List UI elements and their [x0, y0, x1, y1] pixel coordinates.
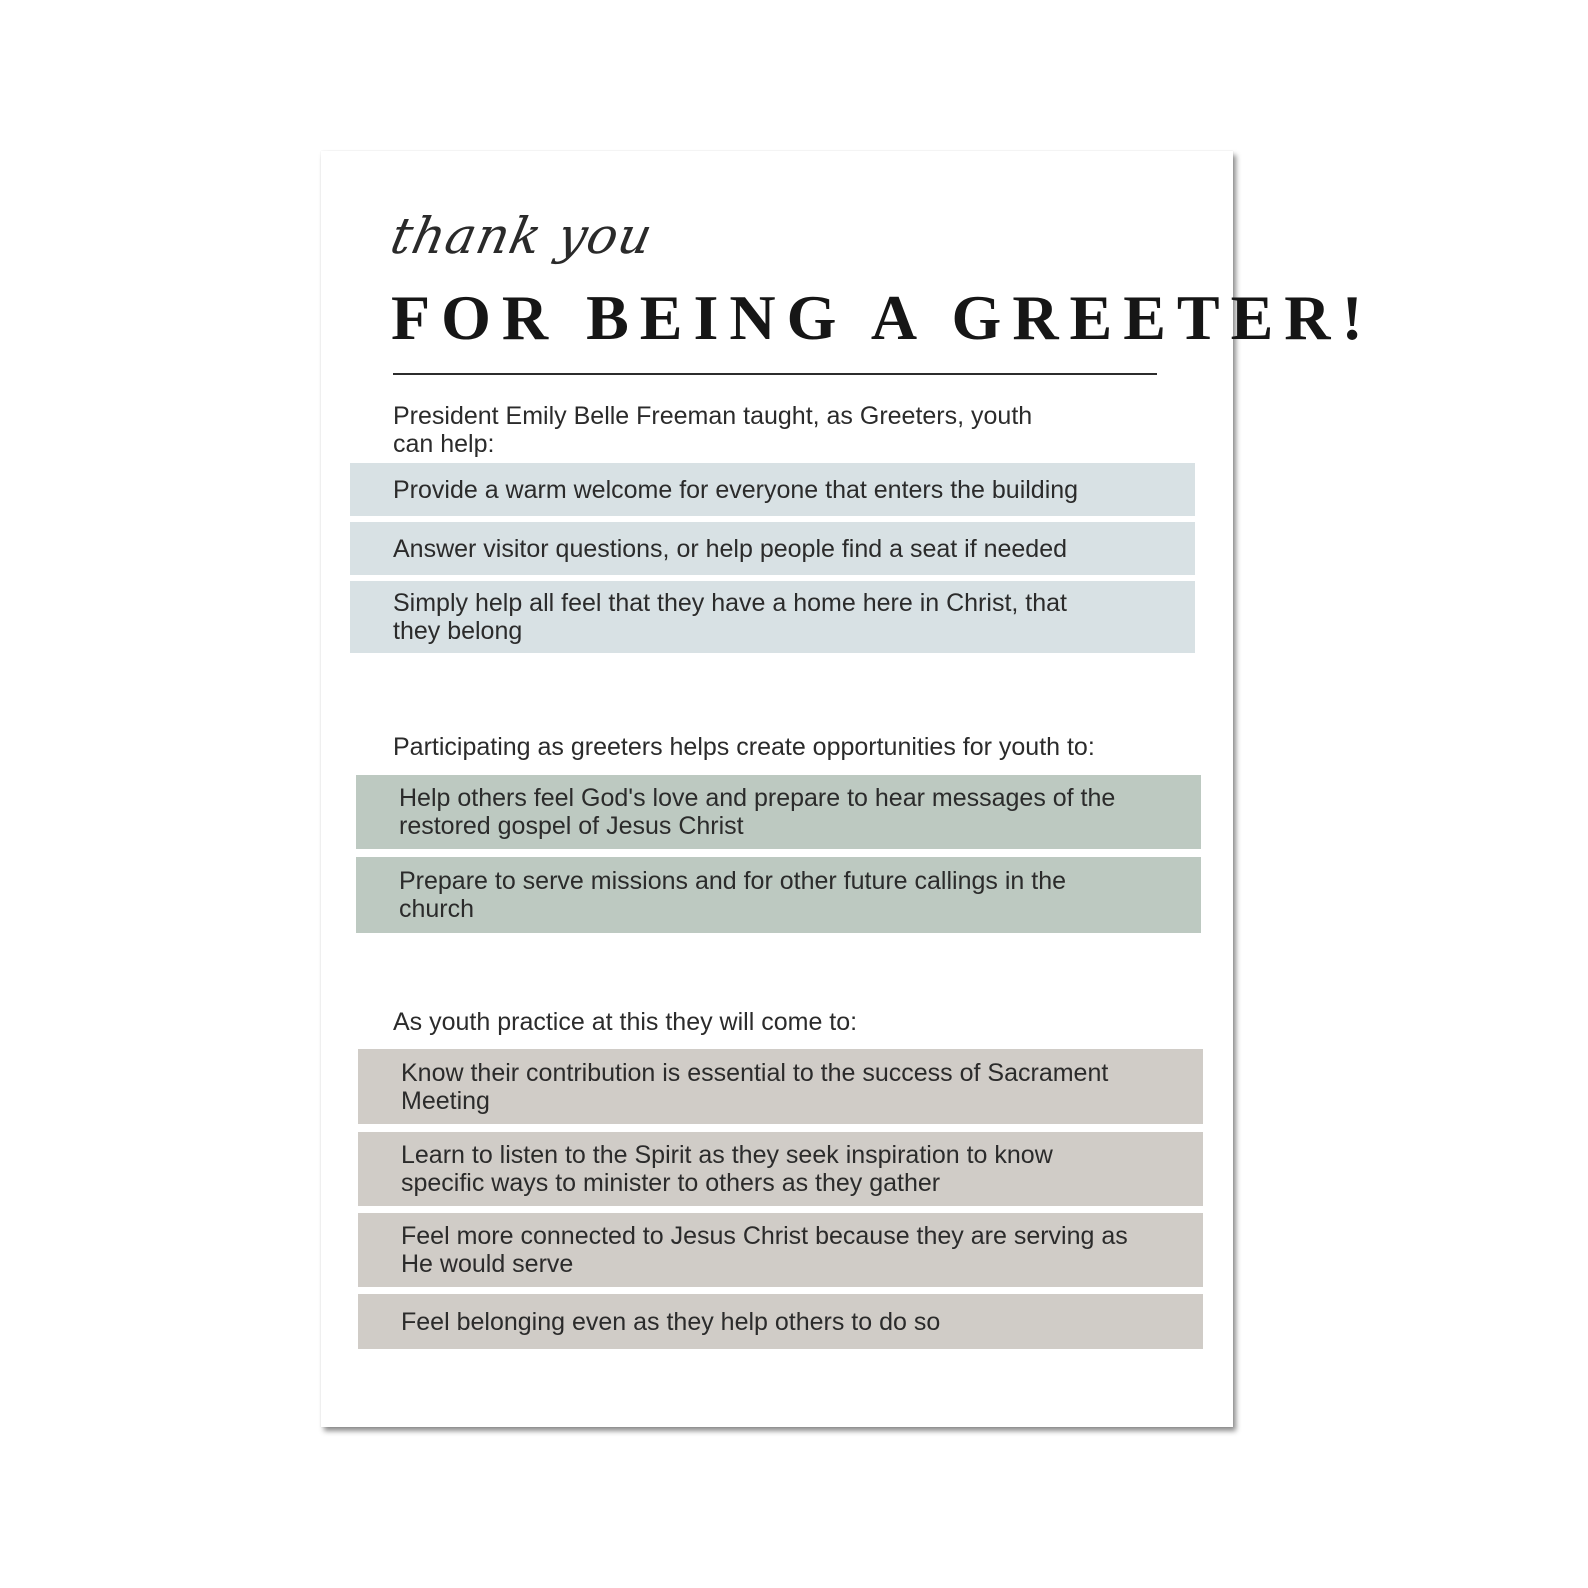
section-2-item-1 [356, 775, 1201, 849]
section-3-item-2-text: Learn to listen to the Spirit as they seek inspiration to know specific ways to minister to others as they gather [401, 1141, 1053, 1197]
section-2-item-2-text: Prepare to serve missions and for other future callings in the church [399, 867, 1067, 923]
section-3-item-3 [358, 1213, 1203, 1287]
section-1-item-1 [350, 463, 1195, 516]
section-2-intro: Participating as greeters helps create opportunities for youth to: [393, 733, 1095, 761]
section-1-item-3 [350, 581, 1195, 653]
title-divider [393, 373, 1157, 375]
section-3-item-4-text: Feel belonging even as they help others to do so [401, 1307, 941, 1336]
greeter-card [321, 151, 1374, 1427]
section-1-intro: President Emily Belle Freeman taught, as Greeters, youth can help: [393, 402, 1033, 458]
script-heading: thank you [385, 207, 659, 265]
section-3-item-1-text: Know their contribution is essential to the success of Sacrament Meeting [401, 1058, 1109, 1115]
section-1-item-2 [350, 522, 1195, 575]
section-1-item-3-text: Simply help all feel that they have a home here in Christ, that they belong [393, 589, 1067, 645]
card-title: FOR BEING A GREETER! [391, 282, 1374, 353]
section-2-item-1-text: Help others feel God's love and prepare to hear messages of the restored gospel of Jesus Christ [399, 784, 1116, 840]
section-1-item-1-text: Provide a warm welcome for everyone that enters the building [393, 475, 1079, 504]
section-3-item-4 [358, 1294, 1203, 1349]
section-3-intro: As youth practice at this they will come to: [393, 1008, 858, 1036]
section-1-item-2-text: Answer visitor questions, or help people find a seat if needed [393, 534, 1068, 563]
section-3-item-3-text: Feel more connected to Jesus Christ because they are serving as He would serve [401, 1222, 1128, 1278]
section-3-item-2 [358, 1132, 1203, 1206]
section-3-item-1 [358, 1049, 1203, 1124]
section-2-item-2 [356, 857, 1201, 933]
